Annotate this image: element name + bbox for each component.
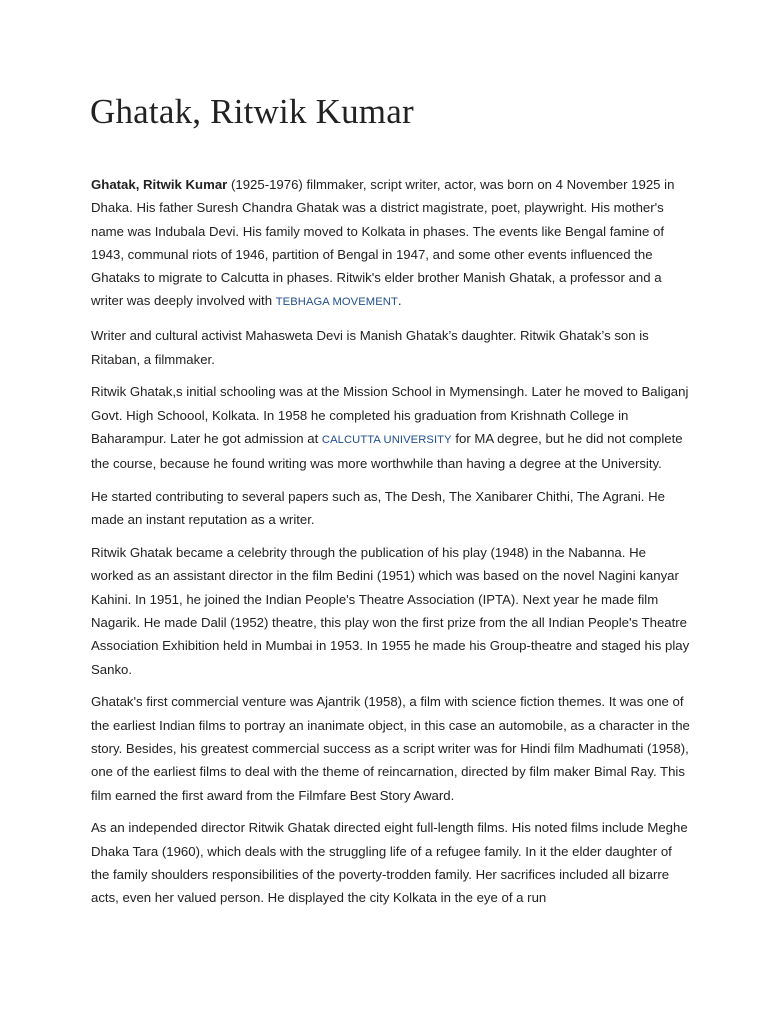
subject-name: Ghatak, Ritwik Kumar <box>91 177 228 192</box>
paragraph-1 <box>91 173 691 315</box>
page-title: Ghatak, Ritwik Kumar <box>90 92 414 131</box>
paragraph-1-text: (1925-1976) filmmaker, script writer, actor, was born on 4 November 1925 in Dhaka. His father Suresh Chandra Ghatak was a district magistrate, poet, playwright. His mother's name was Indubala Devi. His family moved to Kolkata in phases. The events like Bengal famine of 1943, communal riots of 1946, partition of Bengal in 1947, and some other events influenced the Ghataks to migrate to Calcutta in phases. Ritwik's elder brother Manish Ghatak, a professor and a writer was deeply involved with <box>91 177 675 309</box>
paragraph-4: He started contributing to several papers such as, The Desh, The Xanibarer Chithi, The Agrani. He made an instant reputation as a writer. <box>91 489 665 528</box>
paragraph-6: Ghatak's first commercial venture was Ajantrik (1958), a film with science fiction themes. It was one of the earliest Indian films to portray an inanimate object, in this case an automobile, as a character in the story. Besides, his greatest commercial success as a script writer was for Hindi film Madhumati (1958), one of the earliest films to deal with the theme of reincarnation, directed by film maker Bimal Ray. This film earned the first award from the Filmfare Best Story Award. <box>91 694 690 803</box>
paragraph-3-end: for MA degree, but he did not complete the course, because he found writing was more worthwhile than having a degree at the University. <box>91 430 683 472</box>
tebhaga-movement-link[interactable]: TEBHAGA MOVEMENT <box>275 296 398 309</box>
article-body <box>91 173 691 919</box>
paragraph-3-text: Ritwik Ghatak,s initial schooling was at the Mission School in Mymensingh. Later he moved to Baliganj Govt. High Schoool, Kolkata. In 1958 he completed his graduation from Krishnath College in Baharampur. Later he got admission at <box>91 384 689 446</box>
paragraph-3 <box>91 380 691 475</box>
paragraph-5: Ritwik Ghatak became a celebrity through the publication of his play (1948) in the Nabanna. He worked as an assistant director in the film Bedini (1951) which was based on the novel Nagini kanyar Kahini. In 1951, he joined the Indian People's Theatre Association (IPTA). Next year he made film Nagarik. He made Dalil (1952) theatre, this play won the first prize from the all Indian People's Theatre Association Exhibition held in Mumbai in 1953. In 1955 he made his Group-theatre and staged his play Sanko. <box>91 545 690 677</box>
paragraph-2: Writer and cultural activist Mahasweta Devi is Manish Ghatak’s daughter. Ritwik Ghatak’s son is Ritaban, a filmmaker. <box>91 328 649 367</box>
paragraph-1-end: . <box>397 293 402 309</box>
calcutta-university-link[interactable]: CALCUTTA UNIVERSITY <box>321 433 452 446</box>
paragraph-7: As an independed director Ritwik Ghatak directed eight full-length films. His noted films include Meghe Dhaka Tara (1960), which deals with the struggling life of a refugee family. In it the elder daughter of the family shoulders responsibilities of the poverty-trodden family. Her sacrifices included all bizarre acts, even her valued person. He displayed the city Kolkata in the eye of a run <box>91 820 688 906</box>
